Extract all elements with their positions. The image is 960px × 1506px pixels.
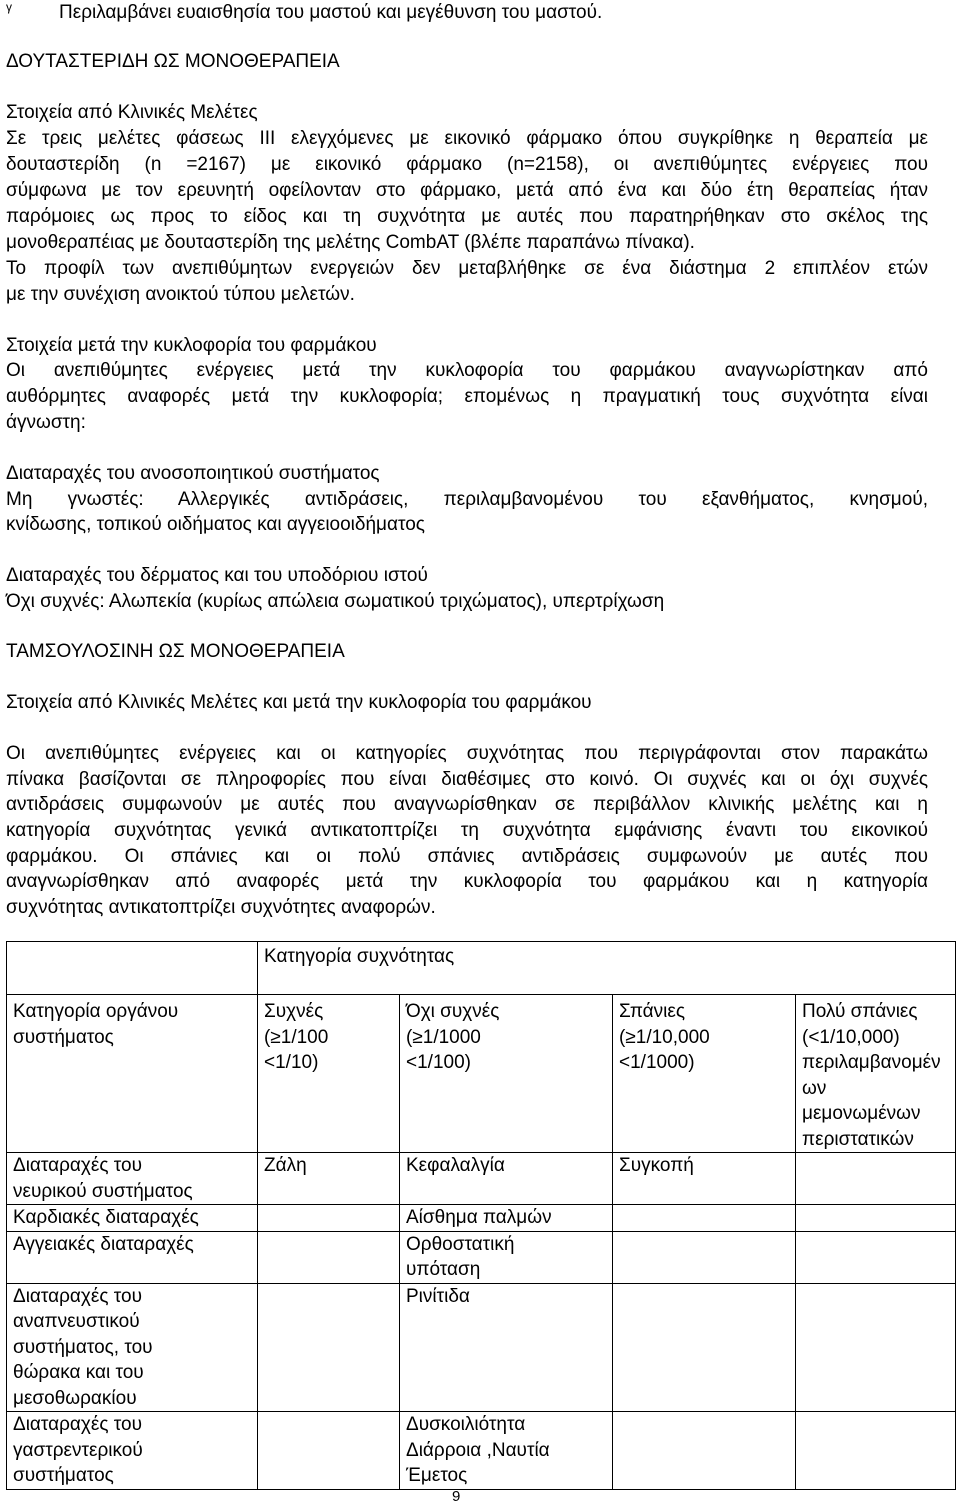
para-line: φαρμάκου. Οι σπάνιες και οι πολύ σπάνιες αντιδράσεις συμφωνούν με αυτές που xyxy=(6,846,928,867)
frequency-cell-common xyxy=(258,1412,400,1490)
para-line: Το προφίλ των ανεπιθύμητων ενεργειών δεν μεταβλήθηκε σε ένα διάστημα 2 επιπλέον ετών xyxy=(6,258,928,279)
frequency-cell-rare xyxy=(613,1205,796,1232)
table-cell-line: θώρακα και του xyxy=(13,1362,144,1383)
column-header-line: Συχνές xyxy=(264,1001,324,1022)
table-cell-line: συστήματος, του xyxy=(13,1336,153,1358)
frequency-category-label: Κατηγορία συχνότητας xyxy=(264,946,455,967)
bullet-mark: γ xyxy=(6,0,12,14)
column-header-line: (<1/10,000) xyxy=(802,1026,900,1048)
para-line: μονοθεραπέιας με δουταστερίδη της μελέτης CombAT (βλέπε παραπάνω πίνακα). xyxy=(6,232,695,253)
column-header-line: συστήματος xyxy=(13,1026,114,1048)
frequency-cell-common xyxy=(258,1231,400,1283)
para-line: κνίδωσης, τοπικού οιδήματος και αγγειοοιδήματος xyxy=(6,514,425,535)
table-cell-line: Αγγειακές διαταραχές xyxy=(13,1233,194,1255)
column-header-line: Όχι συχνές xyxy=(406,1001,500,1022)
table-cell-line: μεσοθωρακίου xyxy=(13,1387,137,1409)
para-line: Οι ανεπιθύμητες ενέργειες και οι κατηγορίες συχνότητας που περιγράφονται στον παρακάτω xyxy=(6,743,928,764)
table-top-header-row xyxy=(7,942,956,995)
frequency-cell-very-rare xyxy=(796,1205,956,1232)
frequency-cell-very-rare xyxy=(796,1231,956,1283)
immune-heading: Διαταραχές του ανοσοποιητικού συστήματος xyxy=(6,463,380,484)
frequency-cell-uncommon xyxy=(400,1231,613,1283)
column-header xyxy=(613,995,796,1153)
section1-subheading-clinical: Στοιχεία από Κλινικές Μελέτες xyxy=(6,102,258,123)
system-organ-class-cell xyxy=(7,1283,258,1412)
column-header-line: (≥1/1000 xyxy=(406,1026,481,1048)
section2-heading: ΤΑΜΣΟΥΛΟΣΙΝΗ ΩΣ ΜΟΝΟΘΕΡΑΠΕΙΑ xyxy=(6,641,345,662)
frequency-cell-rare xyxy=(613,1153,796,1205)
para-line: Σε τρεις μελέτες φάσεως ΙΙΙ ελεγχόμενες με εικονικό φάρμακο όπου συγκρίθηκε η θεραπεία με xyxy=(6,128,928,149)
frequency-cell-uncommon xyxy=(400,1283,613,1412)
system-organ-class-cell xyxy=(7,1153,258,1205)
skin-text: Όχι συχνές: Αλωπεκία (κυρίως απώλεια σωματικού τριχώματος), υπερτρίχωση xyxy=(6,591,665,612)
column-header xyxy=(796,995,956,1153)
section1-heading: ΔΟΥΤΑΣΤΕΡΙΔΗ ΩΣ ΜΟΝΟΘΕΡΑΠΕΙΑ xyxy=(6,51,340,72)
column-header-line: (≥1/10,000 xyxy=(619,1026,710,1048)
frequency-cell-uncommon xyxy=(400,1412,613,1490)
table-cell-line: Ζάλη xyxy=(264,1155,307,1176)
frequency-cell-common xyxy=(258,1153,400,1205)
para-line: με την συνέχιση ανοικτού τύπου μελετών. xyxy=(6,284,355,305)
table-corner-cell xyxy=(7,942,258,995)
table-cell-line: Συγκοπή xyxy=(619,1155,694,1176)
table-cell-line: Ρινίτιδα xyxy=(406,1285,470,1307)
frequency-cell-common xyxy=(258,1205,400,1232)
column-header-line: περιλαμβανομέν xyxy=(802,1052,941,1073)
para-line: παρόμοιες ως προς το είδος και τη συχνότητα με αυτές που παρατηρήθηκαν στο σκέλος της xyxy=(6,206,928,227)
table-column-header-row xyxy=(7,995,956,1153)
table-row xyxy=(7,1205,956,1232)
bullet-note xyxy=(0,0,960,26)
page-number: 9 xyxy=(452,1488,461,1505)
table-cell-line: Δυσκοιλιότητα xyxy=(406,1414,526,1435)
column-header-line: Κατηγορία οργάνου xyxy=(13,1001,179,1022)
skin-heading: Διαταραχές του δέρματος και του υποδόριου ιστού xyxy=(6,565,428,586)
frequency-cell-common xyxy=(258,1283,400,1412)
para-line: συχνότητας αντικατοπτρίζει συχνότητες αναφορών. xyxy=(6,897,436,918)
para-line: άγνωστη: xyxy=(6,412,86,433)
frequency-cell-uncommon xyxy=(400,1205,613,1232)
table-cell-line: Έμετος xyxy=(406,1465,468,1486)
table-cell-line: Διάρροια ,Ναυτία xyxy=(406,1439,550,1461)
table-row xyxy=(7,1231,956,1283)
frequency-cell-very-rare xyxy=(796,1283,956,1412)
column-header xyxy=(7,995,258,1153)
para-line: Οι ανεπιθύμητες ενέργειες μετά την κυκλοφορία του φαρμάκου αναγνωρίστηκαν από xyxy=(6,360,928,381)
column-header-line: ων μεμονωμένων xyxy=(802,1077,921,1124)
para-line: πίνακα βασίζονται σε πληροφορίες που είναι διαθέσιμες στο κοινό. Οι συχνές και οι όχι συχνές xyxy=(6,769,928,790)
frequency-cell-very-rare xyxy=(796,1153,956,1205)
column-header-line: Πολύ σπάνιες xyxy=(802,1001,918,1022)
table-cell-line: νευρικού συστήματος xyxy=(13,1180,193,1202)
table-cell-line: γαστρεντερικού xyxy=(13,1439,143,1461)
table-cell-line: Διαταραχές του xyxy=(13,1414,142,1435)
table-cell-line: Αίσθημα παλμών xyxy=(406,1207,552,1228)
table-row xyxy=(7,1412,956,1490)
column-header-line: <1/100) xyxy=(406,1052,471,1073)
table-cell-line: Διαταραχές του xyxy=(13,1285,142,1307)
section2-subheading: Στοιχεία από Κλινικές Μελέτες και μετά την κυκλοφορία του φαρμάκου xyxy=(6,692,592,713)
system-organ-class-cell xyxy=(7,1412,258,1490)
para-line: δουταστερίδη (n =2167) με εικονικό φάρμακο (n=2158), οι ανεπιθύμητες ενέργειες που xyxy=(6,154,928,175)
system-organ-class-cell xyxy=(7,1205,258,1232)
column-header xyxy=(400,995,613,1153)
table-cell-line: Καρδιακές διαταραχές xyxy=(13,1207,199,1228)
column-header-line: περιστατικών xyxy=(802,1128,914,1150)
column-header-line: <1/10) xyxy=(264,1052,319,1073)
frequency-cell-very-rare xyxy=(796,1412,956,1490)
table-cell-line: Κεφαλαλγία xyxy=(406,1155,505,1176)
table-row xyxy=(7,1153,956,1205)
para-line: Μη γνωστές: Αλλεργικές αντιδράσεις, περιλαμβανομένου του εξανθήματος, κνησμού, xyxy=(6,489,928,510)
table-cell-line: Διαταραχές του xyxy=(13,1155,142,1176)
column-header xyxy=(258,995,400,1153)
bullet-text: Περιλαμβάνει ευαισθησία του μαστού και μεγέθυνση του μαστού. xyxy=(59,2,603,23)
table-cell-line: συστήματος xyxy=(13,1465,114,1486)
column-header-line: (≥1/100 xyxy=(264,1026,329,1048)
para-line: αυθόρμητες αναφορές μετά την κυκλοφορία; επομένως η πραγματική τους συχνότητα είναι xyxy=(6,386,928,407)
system-organ-class-cell xyxy=(7,1231,258,1283)
frequency-cell-uncommon xyxy=(400,1153,613,1205)
para-line: αναγνωρίσθηκαν από αναφορές μετά την κυκλοφορία του φαρμάκου και η κατηγορία xyxy=(6,871,928,892)
para-line: σύμφωνα με τον ερευνητή οφείλονταν στο φάρμακο, μετά από ένα και δύο έτη θεραπείας ήταν xyxy=(6,180,928,201)
column-header-line: <1/1000) xyxy=(619,1052,695,1073)
adverse-reactions-table xyxy=(6,941,956,1490)
section1-subheading-postmarketing: Στοιχεία μετά την κυκλοφορία του φαρμάκου xyxy=(6,335,377,356)
table-cell-line: Ορθοστατική xyxy=(406,1233,515,1255)
frequency-cell-rare xyxy=(613,1231,796,1283)
frequency-cell-rare xyxy=(613,1412,796,1490)
table-row xyxy=(7,1283,956,1412)
column-header-line: Σπάνιες xyxy=(619,1001,686,1022)
para-line: κατηγορία συχνότητας γενικά αντικατοπτρίζει τη συχνότητα εμφάνισης έναντι του εικονικού xyxy=(6,820,928,841)
table-cell-line: αναπνευστικού xyxy=(13,1311,140,1332)
para-line: αντιδράσεις συμφωνούν με αυτές που αναγνωρίσθηκαν σε περιβάλλον κλινικής μελέτης και η xyxy=(6,794,928,815)
frequency-cell-rare xyxy=(613,1283,796,1412)
table-cell-line: υπόταση xyxy=(406,1259,481,1280)
table-top-header xyxy=(258,942,956,995)
